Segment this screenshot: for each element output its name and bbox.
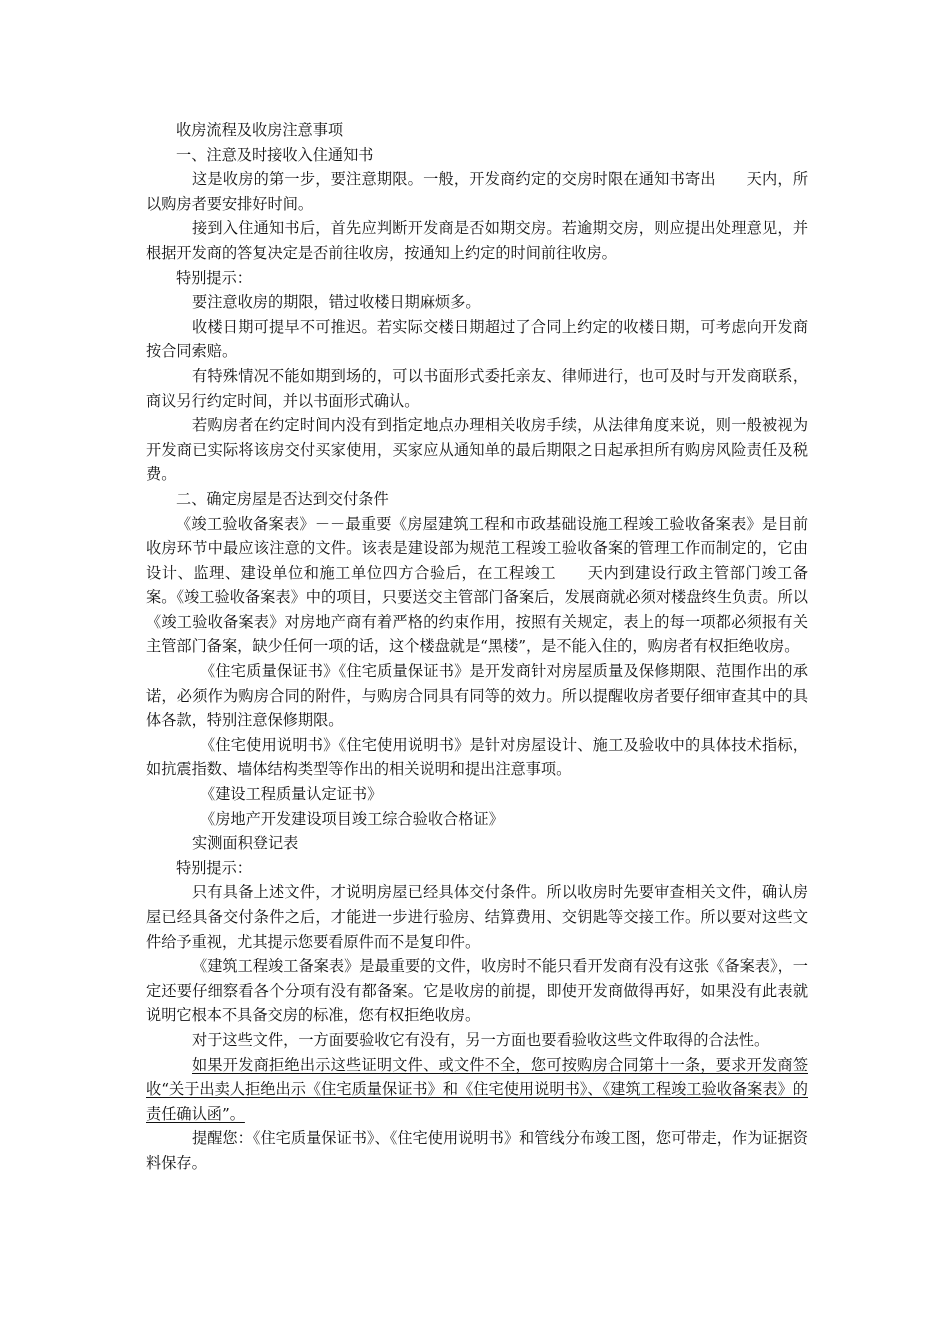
section-2-paragraph-2: 《住宅质量保证书》《住宅质量保证书》是开发商针对房屋质量及保修期限、范围作出的承诺，必须作为购房合同的附件，与购房合同具有同等的效力。所以提醒收房者要仔细审查其中的具体各款，特别注意保修期限。: [146, 662, 808, 730]
section-2-tip-4-underlined: 如果开发商拒绝出示这些证明文件、或文件不全，您可按购房合同第十一条，要求开发商签收“关于出卖人拒绝出示《住宅质量保证书》和《住宅使用说明书》、《建筑工程竣工验收备案表》的责任确认函”。: [146, 1055, 808, 1123]
section-1-tip-heading: 特别提示：: [176, 268, 252, 287]
section-2-paragraph-1: 《竣工验收备案表》－－最重要《房屋建筑工程和市政基础设施工程竣工验收备案表》是目前收房环节中最应该注意的文件。该表是建设部为规范工程竣工验收备案的管理工作而制定的，它由设计、监理、建设单位和施工单位四方合验后，在工程竣工 天内到建设行政主管部门竣工备案。《竣工验收备案表》中的项目，只要送交主管部门备案后，发展商就必须对楼盘终生负责。所以《竣工验收备案表》对房地产商有着严格的约束作用，按照有关规定，表上的每一项都必须报有关主管部门备案，缺少任何一项的话，这个楼盘就是“黑楼”，是不能入住的，购房者有权拒绝收房。: [146, 514, 808, 656]
section-2-tip-1: 只有具备上述文件，才说明房屋已经具体交付条件。所以收房时先要审查相关文件，确认房屋已经具备交付条件之后，才能进一步进行验房、结算费用、交钥匙等交接工作。所以要对这些文件给予重视，尤其提示您要看原件而不是复印件。: [146, 883, 808, 951]
section-2-item-2: 《房地产开发建设项目竣工综合验收合格证》: [200, 809, 504, 828]
document-body: [146, 118, 808, 1176]
section-2-item-3: 实测面积登记表: [192, 834, 299, 853]
section-1-paragraph-1: 这是收房的第一步，要注意期限。一般，开发商约定的交房时限在通知书寄出 天内，所以购房者要安排好时间。: [146, 170, 808, 213]
section-2-tip-5: 提醒您：《住宅质量保证书》、《住宅使用说明书》和管线分布竣工图，您可带走，作为证据资料保存。: [146, 1129, 808, 1172]
section-2-tip-heading: 特别提示：: [176, 858, 252, 877]
section-1-tip-4: 若购房者在约定时间内没有到指定地点办理相关收房手续，从法律角度来说，则一般被视为开发商已实际将该房交付买家使用，买家应从通知单的最后期限之日起承担所有购房风险责任及税费。: [146, 416, 808, 484]
section-1-paragraph-2: 接到入住通知书后，首先应判断开发商是否如期交房。若逾期交房，则应提出处理意见，并根据开发商的答复决定是否前往收房，按通知上约定的时间前往收房。: [146, 219, 808, 262]
section-2-tip-2: 《建筑工程竣工备案表》是最重要的文件，收房时不能只看开发商有没有这张《备案表》，一定还要仔细察看各个分项有没有都备案。它是收房的前提，即使开发商做得再好，如果没有此表就说明它根本不具备交房的标准，您有权拒绝收房。: [146, 957, 808, 1025]
section-2-tip-3: 对于这些文件，一方面要验收它有没有，另一方面也要看验收这些文件取得的合法性。: [192, 1030, 770, 1049]
section-2-paragraph-3: 《住宅使用说明书》《住宅使用说明书》是针对房屋设计、施工及验收中的具体技术指标，如抗震指数、墙体结构类型等作出的相关说明和提出注意事项。: [146, 735, 808, 779]
section-1-tip-2: 收楼日期可提早不可推迟。若实际交楼日期超过了合同上约定的收楼日期，可考虑向开发商按合同索赔。: [146, 317, 808, 361]
section-1-heading: 一、注意及时接收入住通知书: [176, 145, 374, 164]
document-title: 收房流程及收房注意事项: [176, 121, 344, 139]
section-2-item-1: 《建设工程质量认定证书》: [200, 785, 383, 804]
section-1-tip-1: 要注意收房的期限，错过收楼日期麻烦多。: [192, 293, 481, 312]
section-1-tip-3: 有特殊情况不能如期到场的，可以书面形式委托亲友、律师进行，也可及时与开发商联系，商议另行约定时间，并以书面形式确认。: [146, 366, 808, 410]
section-2-heading: 二、确定房屋是否达到交付条件: [176, 489, 389, 508]
